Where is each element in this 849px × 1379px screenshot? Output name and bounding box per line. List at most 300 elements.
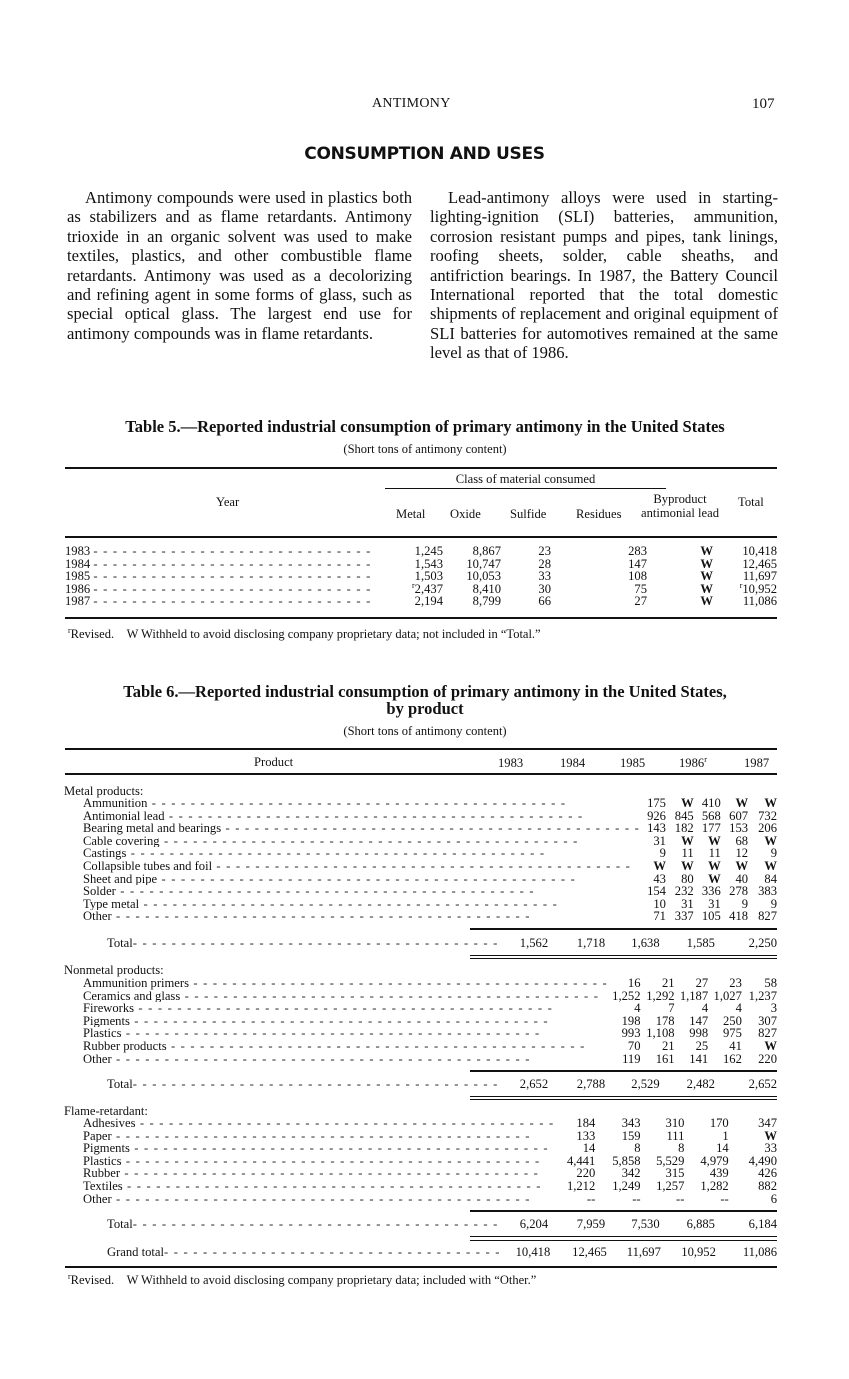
value-cell: W bbox=[681, 796, 694, 810]
table-row bbox=[83, 1180, 777, 1193]
value-cell: 926 bbox=[647, 808, 666, 823]
dot-leader: - - - - - - - - - - - - - - - - - - - - - - - - - - - - - - - - - - - - - - - - - - - bbox=[120, 1167, 539, 1180]
value-cell: 1,292 bbox=[646, 988, 675, 1003]
total-value: 11,697 bbox=[742, 569, 777, 584]
table6-col-product: Product bbox=[254, 755, 294, 769]
total-double-rule bbox=[470, 1236, 777, 1237]
grand-total-row bbox=[107, 1246, 777, 1259]
table-row bbox=[83, 797, 777, 810]
dot-leader: - - - - - - - - - - - - - - - - - - - - - - - - - - - - - bbox=[93, 557, 372, 571]
value-cell: 25 bbox=[695, 1038, 709, 1053]
value-cell: 278 bbox=[729, 884, 749, 899]
table6-flame-total bbox=[107, 1218, 777, 1231]
dot-leader: - - - - - - - - - - - - - - - - - - - - - - - - - - - - - bbox=[93, 570, 372, 583]
value-cell: 568 bbox=[701, 808, 721, 823]
oxide-value: 10,053 bbox=[466, 569, 501, 584]
table5-col-oxide: Oxide bbox=[450, 507, 481, 521]
value-cell: W bbox=[764, 833, 777, 848]
value-cell: 383 bbox=[758, 884, 777, 899]
value-cell: 16 bbox=[627, 976, 641, 990]
value-cell: 206 bbox=[758, 821, 777, 836]
table-row bbox=[83, 1117, 777, 1130]
value-cell: 220 bbox=[758, 1051, 777, 1066]
value-cell: W bbox=[764, 796, 777, 810]
table-row bbox=[83, 1040, 777, 1053]
table5-col-total: Total bbox=[738, 495, 764, 509]
dot-leader: - - - - - - - - - - - - - - - - - - - - - - - - - - - - - - - - - - - - - - - - - - - bbox=[159, 834, 579, 848]
total-1987: 2,652 bbox=[748, 1077, 777, 1091]
table5-bottom-rule bbox=[65, 617, 777, 619]
product-label: Fireworks bbox=[83, 1002, 135, 1015]
value-cell: 9 bbox=[741, 896, 749, 911]
dot-leader: - - - - - - - - - - - - - - - - - - - - - - - - - - - - - - - - - - - - - - - - - - - bbox=[121, 1154, 541, 1168]
total-1987: 2,250 bbox=[748, 936, 777, 950]
dot-leader: - - - - - - - - - - - - - - - - - - - - - - - - - - - - - - - - - - - - - - - - - - - bbox=[111, 1192, 531, 1206]
total-1986: 2,482 bbox=[686, 1077, 715, 1091]
table5-header-rule bbox=[65, 536, 777, 538]
table-row bbox=[83, 835, 777, 848]
product-label: Type metal bbox=[83, 897, 140, 911]
paragraph: Lead-antimony alloys were used in starting-lighting-ignition (SLI) batteries, ammunition, corrosion resistant pumps and pipes, tank linings, roofing sheets, solder, cable sheaths, and antifriction bearings. In 1987, the Battery Council International reported that the total domestic shipments of replacement and original equipment of SLI batteries for automotives remained at the same level as that of 1986. bbox=[430, 188, 778, 363]
value-cell: 111 bbox=[666, 1128, 685, 1143]
value-cell: 1,027 bbox=[713, 988, 742, 1003]
total-1985: 1,638 bbox=[631, 936, 660, 950]
value-cell: 147 bbox=[689, 1013, 709, 1028]
revised-mark: r bbox=[704, 754, 707, 764]
value-cell: 1,237 bbox=[748, 988, 777, 1003]
total-1983: 1,562 bbox=[519, 936, 549, 950]
dot-leader: - - - - - - - - - - - - - - - - - - - - - - - - - - - - - - - - - - - - - - - - - - - bbox=[129, 1014, 549, 1028]
value-cell: 133 bbox=[576, 1128, 596, 1143]
year-label: 1986 bbox=[679, 756, 705, 770]
total-double-rule bbox=[470, 1096, 777, 1097]
table5-col-sulfide: Sulfide bbox=[510, 507, 547, 521]
value-cell: 439 bbox=[709, 1166, 729, 1181]
table6-bottom-rule bbox=[65, 1266, 777, 1268]
total-1983: 6,204 bbox=[519, 1217, 549, 1231]
value-cell: 58 bbox=[764, 976, 777, 990]
value-cell: 827 bbox=[758, 909, 777, 924]
value-cell: 178 bbox=[655, 1013, 675, 1028]
subtotal-rule bbox=[470, 1070, 777, 1072]
dot-leader: - - - - - - - - - - - - - - - - - - - - - - - - - - - - - - - - - - - - - - - - - - - bbox=[122, 1179, 542, 1193]
value-cell: -- bbox=[676, 1191, 685, 1206]
product-label: Other bbox=[83, 1192, 112, 1206]
value-cell: 993 bbox=[621, 1026, 641, 1041]
revised-mark: r bbox=[68, 1271, 71, 1281]
value-cell: 184 bbox=[576, 1116, 596, 1130]
product-label: Pigments bbox=[83, 1142, 130, 1155]
subtotal-rule bbox=[470, 1210, 777, 1212]
product-label: Bearing metal and bearings bbox=[83, 822, 222, 835]
group-heading-nonmetal: Nonmetal products: bbox=[64, 963, 164, 977]
total-label: Total bbox=[107, 937, 133, 950]
table-row bbox=[83, 1002, 777, 1015]
value-cell: 161 bbox=[655, 1051, 675, 1066]
table6-nonmetal-total bbox=[107, 1078, 777, 1091]
total-value: 10,418 bbox=[742, 544, 777, 558]
table-row bbox=[83, 1053, 777, 1066]
group-heading-flame-retardant: Flame-retardant: bbox=[64, 1104, 148, 1118]
oxide-value: 10,747 bbox=[466, 556, 501, 571]
value-cell: 21 bbox=[661, 1038, 675, 1053]
value-cell: 250 bbox=[723, 1013, 742, 1028]
value-cell: W bbox=[708, 871, 721, 886]
oxide-value: 8,799 bbox=[472, 594, 501, 609]
value-cell: 232 bbox=[674, 884, 694, 899]
dot-leader: - - - - - - - - - - - - - - - - - - - - - - - - - - - - - - - - - - - - - - - - - - - bbox=[221, 822, 641, 835]
table-row bbox=[65, 545, 777, 558]
value-cell: 23 bbox=[729, 976, 742, 990]
table6-title bbox=[60, 683, 790, 717]
value-cell: W bbox=[681, 858, 694, 873]
total-value: 10,952 bbox=[742, 581, 777, 596]
value-cell: W bbox=[735, 858, 749, 873]
oxide-value: 8,867 bbox=[472, 544, 501, 558]
total-double-rule bbox=[470, 1099, 777, 1100]
product-label: Ammunition primers bbox=[83, 977, 189, 990]
value-cell: W bbox=[681, 833, 694, 848]
dot-leader: - - - - - - - - - - - - - - - - - - - - - - - - - - - - - bbox=[93, 582, 372, 596]
value-cell: 141 bbox=[689, 1051, 709, 1066]
value-cell: 162 bbox=[723, 1051, 742, 1066]
product-label: Other bbox=[83, 910, 112, 923]
product-label: Ceramics and glass bbox=[83, 989, 181, 1003]
value-cell: 310 bbox=[665, 1116, 685, 1130]
value-cell: 1 bbox=[722, 1128, 729, 1143]
product-label: Castings bbox=[83, 847, 127, 860]
table6-title-line2: by product bbox=[386, 699, 464, 718]
value-cell: 426 bbox=[758, 1166, 777, 1181]
value-cell: 119 bbox=[622, 1051, 641, 1066]
value-cell: 9 bbox=[659, 846, 666, 861]
grand-total-label: Grand total bbox=[107, 1246, 165, 1259]
table-row bbox=[83, 860, 777, 873]
table-row bbox=[83, 847, 777, 860]
value-cell: 4,441 bbox=[566, 1153, 596, 1168]
value-cell: 177 bbox=[701, 821, 721, 836]
value-cell: 1,212 bbox=[566, 1178, 596, 1193]
value-cell: W bbox=[735, 796, 749, 810]
value-cell: 975 bbox=[723, 1026, 742, 1041]
value-cell: 198 bbox=[621, 1013, 641, 1028]
sulfide-value: 33 bbox=[538, 569, 551, 584]
value-cell: 1,249 bbox=[612, 1178, 641, 1193]
value-cell: 12 bbox=[735, 846, 749, 861]
value-cell: 9 bbox=[770, 846, 777, 861]
product-label: Plastics bbox=[83, 1027, 122, 1040]
running-head: ANTIMONY bbox=[372, 96, 451, 111]
table6-header-rule bbox=[65, 773, 777, 775]
product-label: Rubber products bbox=[83, 1039, 167, 1053]
value-cell: 220 bbox=[576, 1166, 596, 1181]
table6-title-line1: Table 6.—Reported industrial consumption of primary antimony in the United States, bbox=[123, 682, 727, 701]
table6-flame-retardant bbox=[83, 1117, 777, 1205]
paragraph-right-column bbox=[430, 188, 778, 363]
revised-mark: r bbox=[739, 580, 743, 590]
value-cell: 8 bbox=[678, 1141, 685, 1156]
value-cell: 418 bbox=[729, 909, 749, 924]
footnote-withheld: W Withheld to avoid disclosing company proprietary data; included with “Other.” bbox=[126, 1273, 537, 1287]
value-cell: 182 bbox=[674, 821, 694, 836]
table6-col-1987: 1987 bbox=[744, 756, 770, 770]
value-cell: 40 bbox=[735, 871, 749, 886]
value-cell: 347 bbox=[758, 1116, 777, 1130]
value-cell: 882 bbox=[758, 1178, 777, 1193]
table5-col-year: Year bbox=[216, 495, 240, 509]
value-cell: 21 bbox=[661, 976, 675, 990]
table6-metal-products bbox=[83, 797, 777, 923]
table-row bbox=[83, 1193, 777, 1206]
grand-total-1984: 12,465 bbox=[572, 1245, 607, 1259]
value-cell: 31 bbox=[681, 896, 694, 911]
value-cell: 70 bbox=[627, 1038, 641, 1053]
value-cell: 153 bbox=[729, 821, 749, 836]
total-1986: 6,885 bbox=[686, 1217, 715, 1231]
total-row bbox=[107, 1218, 777, 1231]
byproduct-value: W bbox=[700, 544, 713, 558]
value-cell: 410 bbox=[701, 796, 721, 810]
value-cell: 5,858 bbox=[612, 1153, 641, 1168]
total-1984: 2,788 bbox=[576, 1077, 606, 1091]
revised-mark: r bbox=[68, 625, 71, 635]
grand-total-1985: 11,697 bbox=[626, 1245, 661, 1259]
value-cell: 1,252 bbox=[612, 988, 641, 1003]
table-row bbox=[83, 898, 777, 911]
product-label: Adhesives bbox=[83, 1117, 136, 1130]
dot-leader: - - - - - - - - - - - - - - - - - - - - - - - - - - - - - - - - - - - - - - - - - - - bbox=[180, 989, 600, 1003]
table6-col-1983: 1983 bbox=[498, 756, 524, 770]
value-cell: 159 bbox=[621, 1128, 641, 1143]
table5-col-byproduct: Byproduct antimonial lead bbox=[641, 492, 719, 520]
sulfide-value: 23 bbox=[538, 544, 551, 558]
dot-leader: - - - - - - - - - - - - - - - - - - - - - - - - - - - - - - - - - - - - - - - - - - - bbox=[189, 977, 608, 990]
oxide-value: 8,410 bbox=[472, 581, 501, 596]
value-cell: 732 bbox=[758, 808, 777, 823]
table-row bbox=[83, 822, 777, 835]
value-cell: 143 bbox=[647, 821, 666, 836]
table6-col-1984: 1984 bbox=[560, 756, 586, 770]
dot-leader: - - - - - - - - - - - - - - - - - - - - - - - - - - - - - - - - - - - - - - - - - - - bbox=[115, 885, 535, 898]
year-label: 1986 bbox=[65, 582, 91, 596]
dot-leader: - - - - - - - - - - - - - - - - - - - - - - - - - - - - - - - - - - - - - - - - - - - bbox=[111, 910, 531, 923]
value-cell: 9 bbox=[770, 896, 777, 911]
metal-value: 1,245 bbox=[414, 544, 443, 558]
total-1984: 7,959 bbox=[576, 1217, 606, 1231]
table-row bbox=[83, 810, 777, 823]
value-cell: 68 bbox=[735, 833, 749, 848]
residues-value: 75 bbox=[634, 581, 647, 596]
table5-title: Table 5.—Reported industrial consumption of primary antimony in the United States bbox=[125, 417, 725, 436]
product-label: Ammunition bbox=[83, 797, 148, 810]
metal-value: 1,543 bbox=[414, 556, 443, 571]
revised-mark: r bbox=[411, 580, 415, 590]
product-label: Textiles bbox=[83, 1179, 123, 1193]
table6-top-rule bbox=[65, 748, 777, 750]
table6-nonmetal-products bbox=[83, 977, 777, 1065]
byproduct-value: W bbox=[700, 581, 713, 596]
metal-value: 2,194 bbox=[414, 594, 443, 609]
table-row bbox=[83, 1142, 777, 1155]
year-label: 1985 bbox=[65, 570, 91, 583]
value-cell: 154 bbox=[647, 884, 666, 899]
dot-leader: - - - - - - - - - - - - - - - - - - - - - - - - - - - - - - - - - - - - - - - - - - - bbox=[212, 859, 631, 873]
value-cell: 3 bbox=[770, 1001, 777, 1016]
table6-col-1985: 1985 bbox=[620, 756, 646, 770]
residues-value: 108 bbox=[628, 569, 647, 584]
byproduct-value: W bbox=[700, 594, 713, 609]
value-cell: 343 bbox=[621, 1116, 641, 1130]
value-cell: 14 bbox=[716, 1141, 729, 1156]
byproduct-value: W bbox=[700, 569, 713, 584]
product-label: Pigments bbox=[83, 1014, 130, 1028]
value-cell: 170 bbox=[709, 1116, 729, 1130]
value-cell: 5,529 bbox=[656, 1153, 685, 1168]
table-row bbox=[83, 885, 777, 898]
table5-col-residues: Residues bbox=[576, 507, 622, 521]
table5-top-rule bbox=[65, 467, 777, 469]
dot-leader: - - - - - - - - - - - - - - - - - - - - - - - - - - - - - - - - - - - - - - - - - - - bbox=[157, 872, 577, 886]
total-value: 12,465 bbox=[742, 556, 777, 571]
value-cell: 43 bbox=[653, 871, 666, 886]
value-cell: 31 bbox=[708, 896, 721, 911]
total-value: 11,086 bbox=[742, 594, 777, 609]
value-cell: 998 bbox=[689, 1026, 709, 1041]
value-cell: 4,979 bbox=[700, 1153, 729, 1168]
total-1984: 1,718 bbox=[576, 936, 606, 950]
dot-leader: - - - - - - - - - - - - - - - - - - - - - - - - - - - - - - - - - - - - - - - - - - - bbox=[129, 1142, 549, 1155]
value-cell: 336 bbox=[701, 884, 721, 899]
residues-value: 283 bbox=[628, 544, 647, 558]
value-cell: 27 bbox=[695, 976, 709, 990]
value-cell: 105 bbox=[701, 909, 721, 924]
value-cell: 337 bbox=[674, 909, 694, 924]
dot-leader: - - - - - - - - - - - - - - - - - - - - - - - - - - - - - - - - - - - - - - bbox=[132, 1078, 499, 1091]
metal-value: 1,503 bbox=[414, 569, 443, 584]
grand-total-1987: 11,086 bbox=[742, 1245, 777, 1259]
value-cell: 71 bbox=[653, 909, 666, 924]
table5-group-rule bbox=[385, 488, 666, 489]
product-label: Paper bbox=[83, 1129, 112, 1143]
value-cell: 342 bbox=[621, 1166, 641, 1181]
value-cell: 7 bbox=[668, 1001, 675, 1016]
dot-leader: - - - - - - - - - - - - - - - - - - - - - - - - - - - - - - - - - - - - - - - - - - - bbox=[134, 1002, 553, 1015]
sulfide-value: 30 bbox=[538, 581, 551, 596]
value-cell: W bbox=[653, 858, 666, 873]
table6-subtitle: (Short tons of antimony content) bbox=[343, 724, 507, 738]
table5-footnote bbox=[68, 627, 541, 642]
subtotal-rule bbox=[470, 928, 777, 930]
total-row bbox=[107, 937, 777, 950]
total-double-rule bbox=[470, 1240, 777, 1241]
table6-footnote bbox=[68, 1273, 536, 1288]
total-double-rule bbox=[470, 955, 777, 956]
value-cell: 14 bbox=[582, 1141, 596, 1156]
dot-leader: - - - - - - - - - - - - - - - - - - - - - - - - - - - - - - - - - - - - - - - - - - - bbox=[135, 1117, 555, 1130]
value-cell: 1,187 bbox=[679, 988, 709, 1003]
dot-leader: - - - - - - - - - - - - - - - - - - - - - - - - - - - - - - - - - - - - - - - - - - - bbox=[111, 1129, 531, 1143]
grand-total-1986: 10,952 bbox=[681, 1245, 716, 1259]
value-cell: 11 bbox=[681, 846, 694, 861]
dot-leader: - - - - - - - - - - - - - - - - - - - - - - - - - - - - - - - - - - - bbox=[164, 1246, 501, 1259]
metal-value: 2,437 bbox=[414, 581, 443, 596]
table5-group-header: Class of material consumed bbox=[455, 472, 596, 486]
section-title: CONSUMPTION AND USES bbox=[304, 144, 545, 164]
product-label: Plastics bbox=[83, 1154, 122, 1168]
table-row bbox=[65, 595, 777, 608]
year-label: 1987 bbox=[65, 595, 91, 608]
sulfide-value: 66 bbox=[538, 594, 551, 609]
value-cell: 315 bbox=[665, 1166, 685, 1181]
value-cell: 8 bbox=[634, 1141, 641, 1156]
total-1985: 7,530 bbox=[631, 1217, 660, 1231]
grand-total-1983: 10,418 bbox=[515, 1245, 551, 1259]
residues-value: 147 bbox=[628, 556, 647, 571]
dot-leader: - - - - - - - - - - - - - - - - - - - - - - - - - - - - - - - - - - - - - - - - - - - bbox=[139, 897, 559, 911]
value-cell: 827 bbox=[758, 1026, 777, 1041]
table-row bbox=[83, 1130, 777, 1143]
table6-grand-total bbox=[107, 1246, 777, 1259]
year-label: 1983 bbox=[65, 545, 91, 558]
total-label: Total bbox=[107, 1078, 133, 1091]
dot-leader: - - - - - - - - - - - - - - - - - - - - - - - - - - - - - - - - - - - - - - - - - - - bbox=[111, 1052, 531, 1066]
total-1986: 1,585 bbox=[686, 936, 715, 950]
group-heading-metal: Metal products: bbox=[64, 784, 144, 798]
table6-col-1986 bbox=[679, 756, 707, 771]
value-cell: 607 bbox=[729, 808, 749, 823]
value-cell: 307 bbox=[758, 1013, 777, 1028]
year-label: 1984 bbox=[65, 557, 91, 571]
dot-leader: - - - - - - - - - - - - - - - - - - - - - - - - - - - - - - - - - - - - - - - - - - - bbox=[147, 797, 567, 810]
value-cell: W bbox=[764, 1038, 777, 1053]
product-label: Rubber bbox=[83, 1167, 121, 1180]
residues-value: 27 bbox=[634, 594, 647, 609]
footnote-revised: Revised. bbox=[70, 627, 115, 641]
product-label: Antimonial lead bbox=[83, 809, 165, 823]
total-double-rule bbox=[470, 958, 777, 959]
dot-leader: - - - - - - - - - - - - - - - - - - - - - - - - - - - - - bbox=[93, 545, 372, 558]
value-cell: W bbox=[764, 858, 777, 873]
value-cell: 845 bbox=[674, 808, 694, 823]
value-cell: W bbox=[708, 858, 721, 873]
dot-leader: - - - - - - - - - - - - - - - - - - - - - - - - - - - - - bbox=[93, 595, 372, 608]
value-cell: 1,282 bbox=[700, 1178, 729, 1193]
product-label: Sheet and pipe bbox=[83, 872, 158, 886]
value-cell: 41 bbox=[729, 1038, 742, 1053]
value-cell: 1,257 bbox=[656, 1178, 685, 1193]
footnote-withheld: W Withheld to avoid disclosing company proprietary data; not included in “Total.” bbox=[126, 627, 541, 641]
total-row bbox=[107, 1078, 777, 1091]
value-cell: -- bbox=[586, 1191, 596, 1206]
value-cell: 80 bbox=[681, 871, 694, 886]
value-cell: 4 bbox=[735, 1001, 742, 1016]
value-cell: 6 bbox=[770, 1191, 777, 1206]
product-label: Cable covering bbox=[83, 834, 160, 848]
paragraph-left-column bbox=[67, 188, 412, 343]
value-cell: 175 bbox=[647, 796, 666, 810]
table-row bbox=[83, 910, 777, 923]
value-cell: -- bbox=[632, 1191, 641, 1206]
paragraph: Antimony compounds were used in plastics both as stabilizers and as flame retardants. Antimony trioxide in an organic solvent was used to make textiles, plastics, and other combustible flame retardants. Antimony was used as a decolorizing and refining agent in some forms of glass, such as special optical glass. The largest end use for antimony compounds was in flame retardants. bbox=[67, 188, 412, 343]
value-cell: 4,490 bbox=[748, 1153, 777, 1168]
product-label: Collapsible tubes and foil bbox=[83, 859, 213, 873]
product-label: Solder bbox=[83, 885, 116, 898]
table5-subtitle: (Short tons of antimony content) bbox=[343, 442, 507, 456]
table-row bbox=[83, 977, 777, 990]
table5-body bbox=[65, 545, 777, 608]
sulfide-value: 28 bbox=[538, 556, 551, 571]
page-number: 107 bbox=[752, 96, 775, 112]
